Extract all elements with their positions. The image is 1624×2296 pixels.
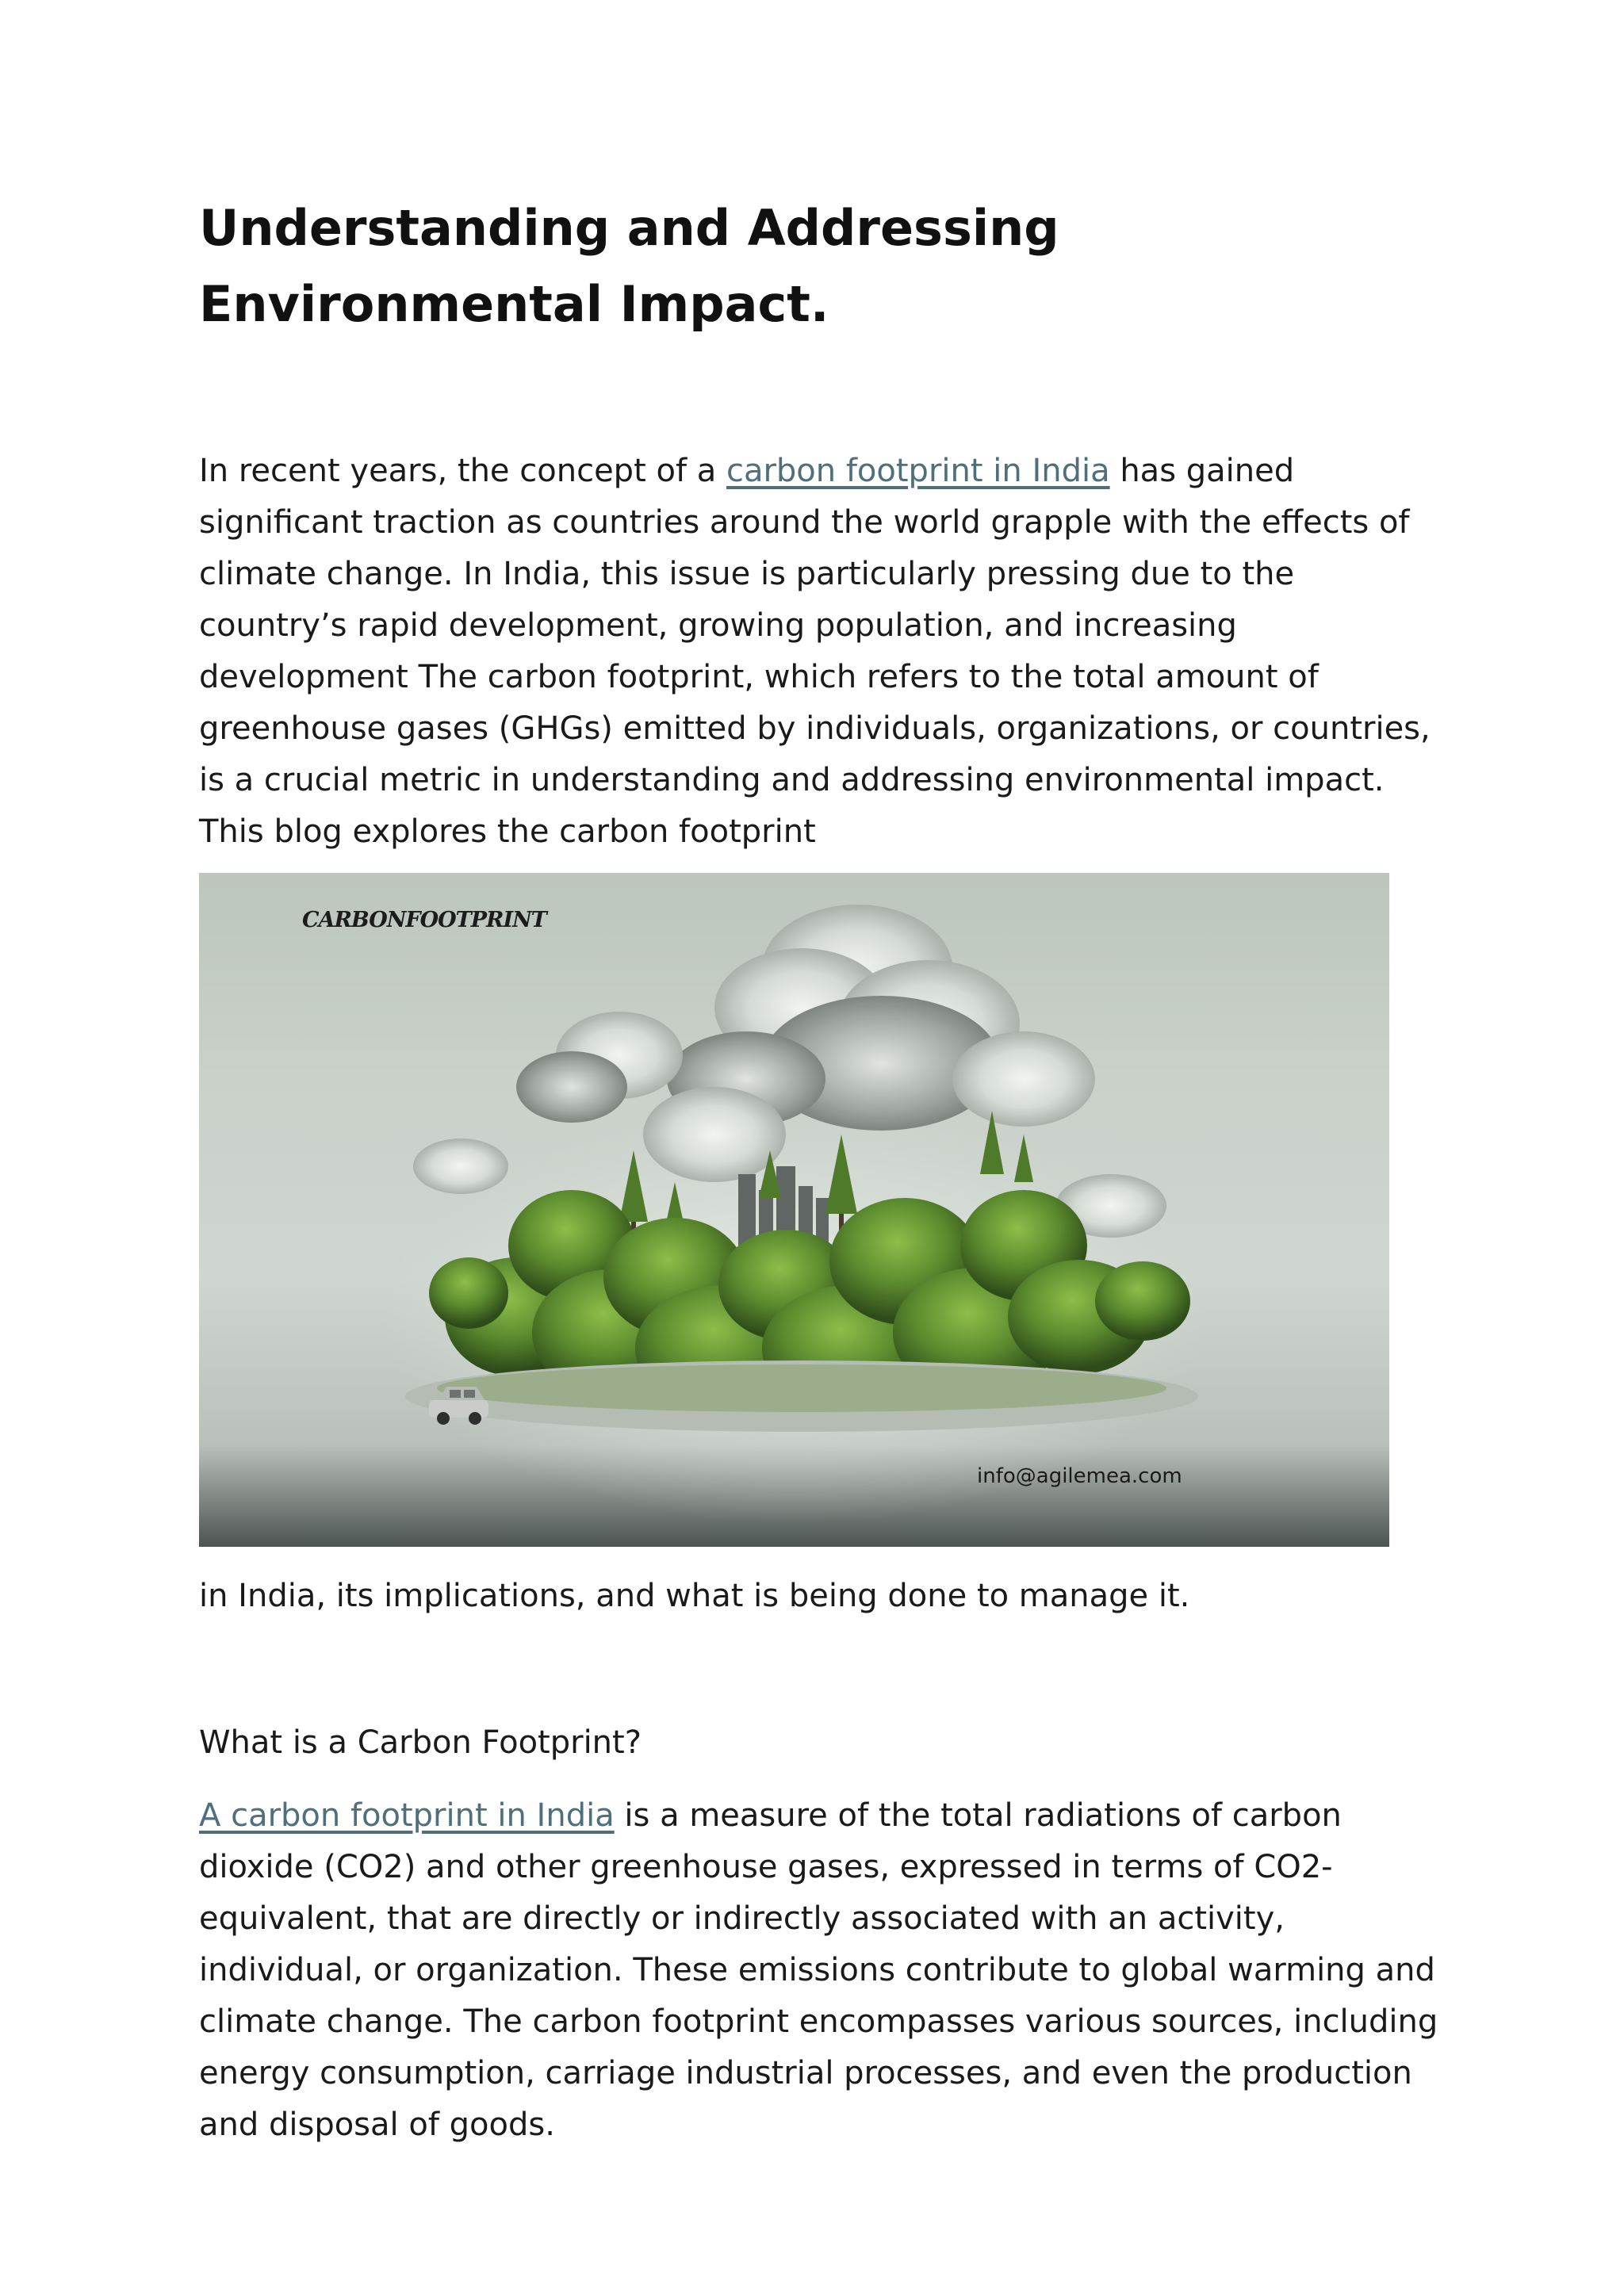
page-title: Understanding and Addressing Environmental Impact. xyxy=(199,199,1059,333)
section-heading: What is a Carbon Footprint? xyxy=(199,1724,642,1761)
definition-paragraph xyxy=(199,1790,1444,2151)
carbon-footprint-link[interactable]: carbon footprint in India xyxy=(726,453,1110,489)
intro-paragraph xyxy=(199,446,1444,858)
image-title: CARBONFOOTPRINT xyxy=(302,908,546,932)
intro-continuation: in India, its implications, and what is being done to manage it. xyxy=(199,1578,1190,1614)
carbon-footprint-definition-link[interactable]: A carbon footprint in India xyxy=(199,1797,615,1834)
carbon-footprint-image xyxy=(199,873,1389,1547)
image-email: info@agilemea.com xyxy=(977,1464,1182,1488)
intro-text-start: In recent years, the concept of a xyxy=(199,453,726,489)
intro-text-rest: has gained significant traction as countries around the world grapple with the effects of climate change. In India, this issue is particularly pressing due to the country’s rapid development, growing population, and increasing development The carbon footprint, which refers to the total amount of greenhouse gases (GHGs) emitted by individuals, organizations, or countries, is a crucial metric in understanding and addressing environmental impact. This blog explores the carbon footprint xyxy=(199,453,1431,850)
definition-text: is a measure of the total radiations of carbon dioxide (CO2) and other greenhouse gases, expressed in terms of CO2-equivalent, that are directly or indirectly associated with an activity, individual, or organization. These emissions contribute to global warming and climate change. The carbon footprint encompasses various sources, including energy consumption, carriage industrial processes, and even the production and disposal of goods. xyxy=(199,1797,1438,2143)
carbon-footprint-illustration-icon xyxy=(199,873,1389,1547)
